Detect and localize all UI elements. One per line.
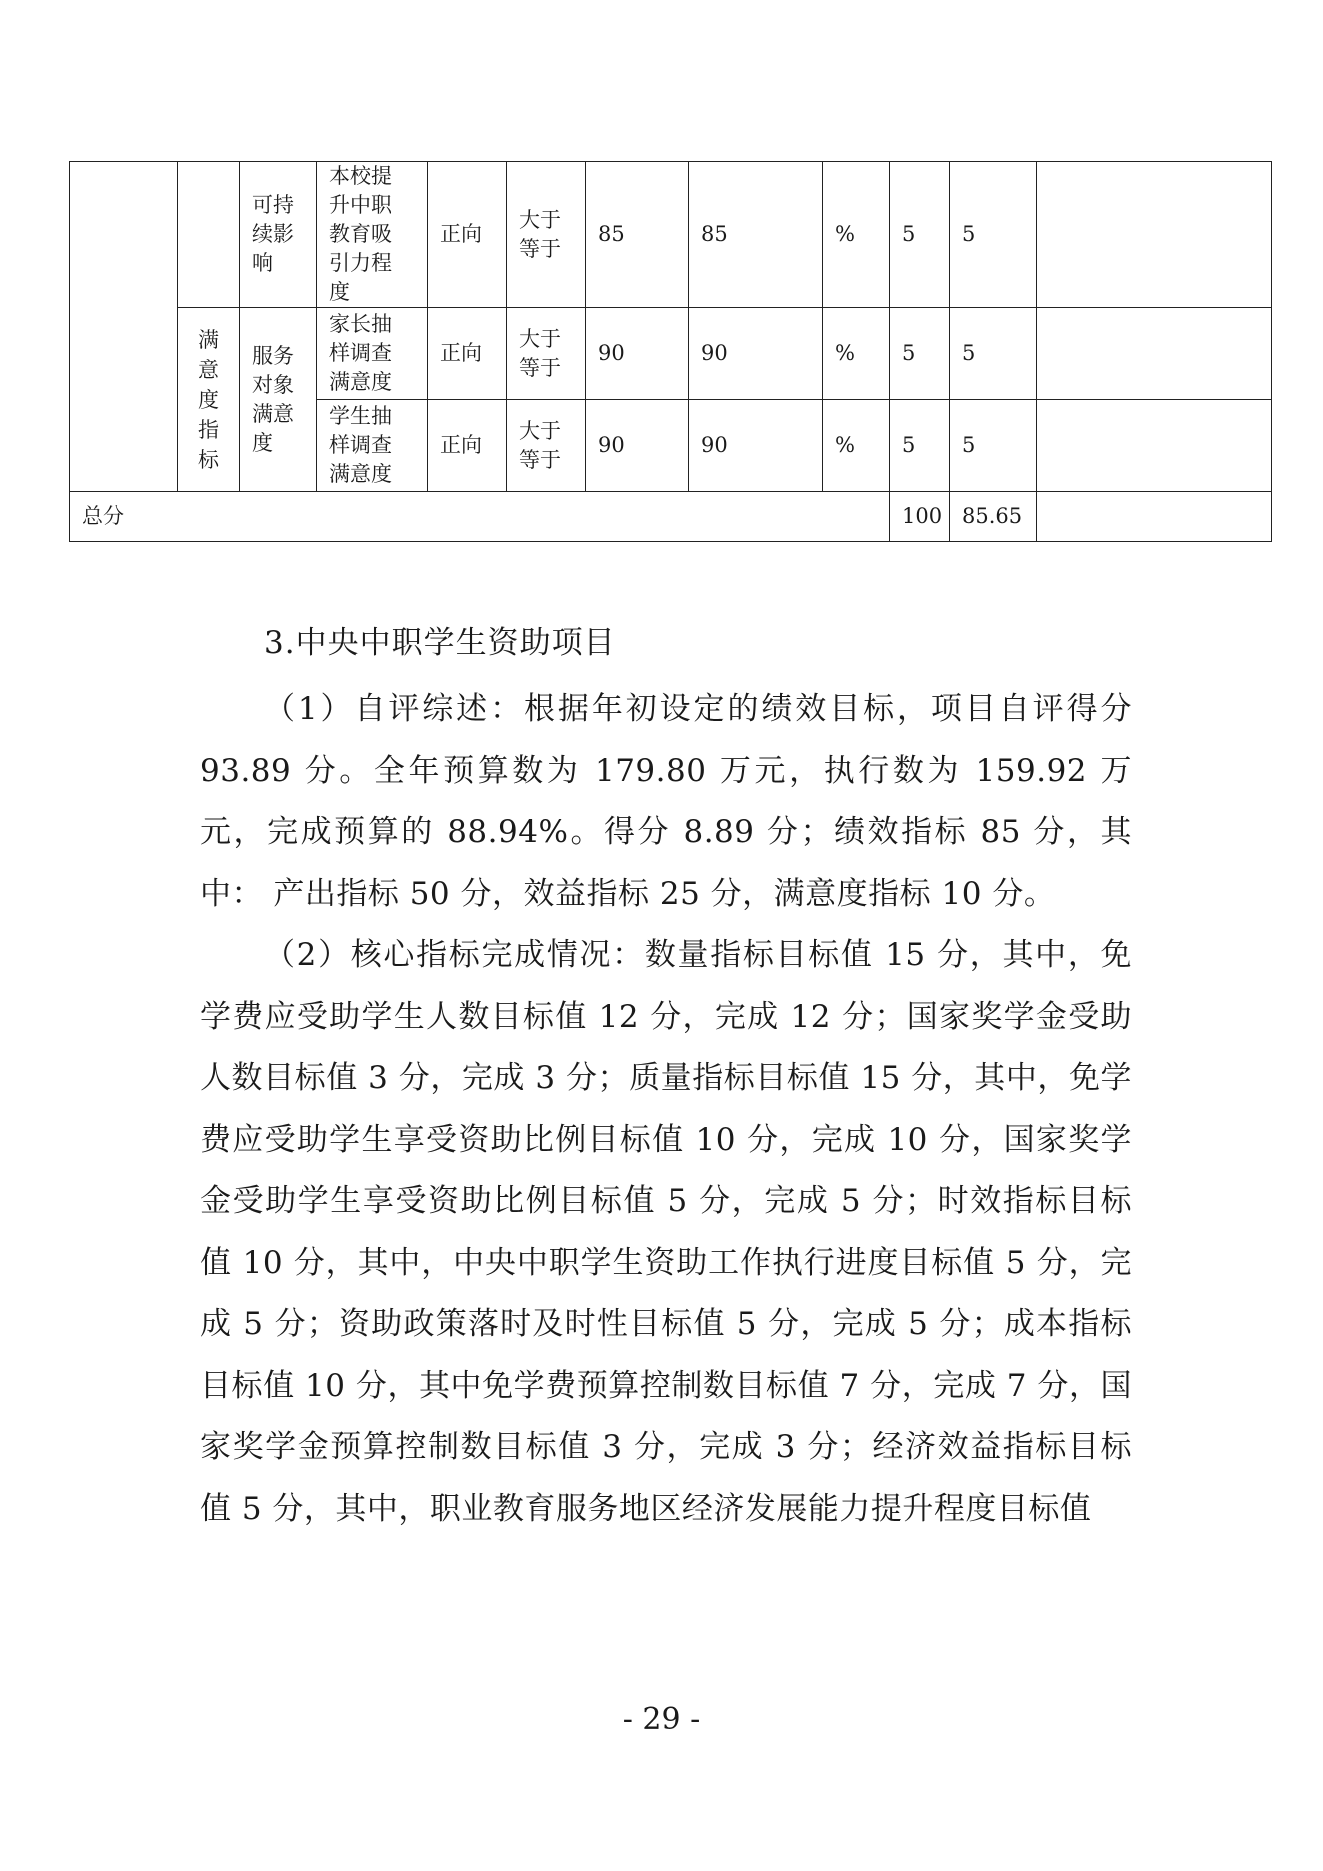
weight-cell: 5 [890,308,950,400]
note-cell [1037,162,1272,308]
cat3-cell: 可持续影响 [240,162,317,308]
target-cell: 90 [586,308,689,400]
target-cell: 85 [586,162,689,308]
total-row [70,492,1272,542]
performance-table [69,161,1272,542]
cat1-cell [70,162,178,492]
unit-cell: % [823,400,890,492]
section-body [200,679,1132,1540]
cat3-cell: 服务对象满意度 [240,308,317,492]
total-note [1037,492,1272,542]
paragraph-summary: （1）自评综述：根据年初设定的绩效目标，项目自评得分 93.89 分。全年预算数为 179.80 万元，执行数为 159.92 万元，完成预算的 88.94%。得分 8.89 分；绩效指标 85 分，其中： 产出指标 50 分，效益指标 25 分，满意度指标 10 分。 [200,691,1132,912]
operator-cell: 大于等于 [507,308,586,400]
note-cell [1037,308,1272,400]
section-heading: 3.中央中职学生资助项目 [264,625,616,661]
total-weight: 100 [890,492,950,542]
table-row [70,308,1272,400]
page-number: - 29 - [622,1702,701,1737]
operator-cell: 大于等于 [507,400,586,492]
total-label: 总分 [70,492,890,542]
actual-cell: 90 [689,308,823,400]
direction-cell: 正向 [428,308,507,400]
cat2-cell [178,162,240,308]
indicator-cell: 家长抽样调查满意度 [317,308,428,400]
unit-cell: % [823,162,890,308]
paragraph-core-indicators: （2）核心指标完成情况：数量指标目标值 15 分，其中，免学费应受助学生人数目标值 12 分，完成 12 分；国家奖学金受助人数目标值 3 分，完成 3 分；质量指标目标值 15 分，其中，免学费应受助学生享受资助比例目标值 10 分，完成 10 分，国家奖学金受助学生享受资助比例目标值 5 分，完成 5 分；时效指标目标值 10 分，其中，中央中职学生资助工作执行进度目标值 5 分，完成 5 分；资助政策落时及时性目标值 5 分，完成 5 分；成本指标目标值 10 分，其中免学费预算控制数目标值 7 分，完成 7 分，国家奖学金预算控制数目标值 3 分，完成 3 分；经济效益指标目标值 5 分，其中，职业教育服务地区经济发展能力提升程度目标值 [200,937,1132,1527]
note-cell [1037,400,1272,492]
score-cell: 5 [950,308,1037,400]
direction-cell: 正向 [428,400,507,492]
score-cell: 5 [950,400,1037,492]
total-score: 85.65 [950,492,1037,542]
actual-cell: 90 [689,400,823,492]
unit-cell: % [823,308,890,400]
weight-cell: 5 [890,162,950,308]
weight-cell: 5 [890,400,950,492]
indicator-cell: 本校提升中职教育吸引力程度 [317,162,428,308]
cat2-cell: 满意度指标 [178,308,240,492]
actual-cell: 85 [689,162,823,308]
target-cell: 90 [586,400,689,492]
direction-cell: 正向 [428,162,507,308]
table-row [70,162,1272,308]
operator-cell: 大于等于 [507,162,586,308]
indicator-cell: 学生抽样调查满意度 [317,400,428,492]
score-cell: 5 [950,162,1037,308]
